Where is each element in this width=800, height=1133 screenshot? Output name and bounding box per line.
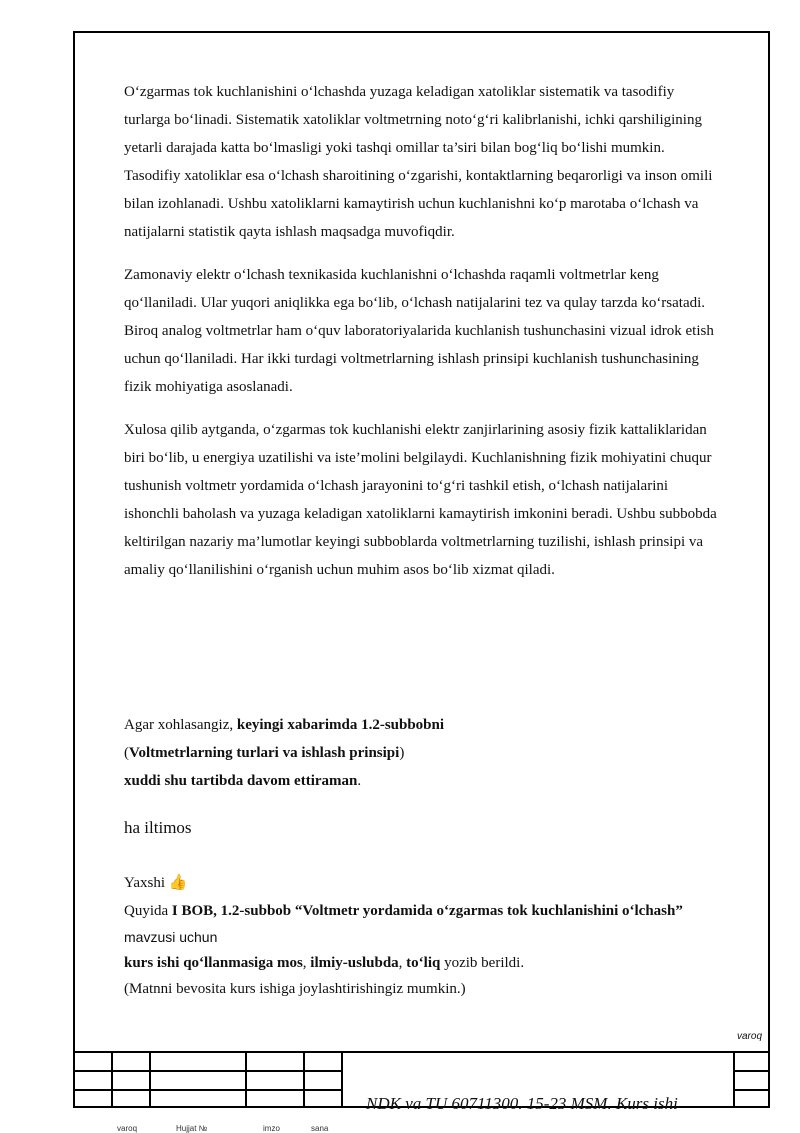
offer-bold-2: Voltmetrlarning turlari va ishlash prinsipi — [129, 745, 400, 761]
offer-line-3: xuddi shu tartibda davom ettiraman. — [124, 773, 362, 789]
stamp-varoq-corner: varoq — [737, 1031, 763, 1042]
paragraph-conclusion: Xulosa qilib aytganda, o‘zgarmas tok kuchlanishi elektr zanjirlarining asosiy fizik kattaliklaridan biri bo‘lib, u energiya uzatilishi va iste’molini belgilaydi. Kuchlanishning fizik mohiyatini chuqur tushunish voltmetr yordamida o‘lchash jarayonini to‘g‘ri tashkil etish, o‘lchash natijalarini ishonchli baholash va yuzaga keladigan xatoliklarni kamaytirish imkonini beradi. Ushbu subbobda keltirilgan nazariy ma’lumotlar keyingi subboblarda voltmetrlarning tuzilishi, ishlash prinsipi va amaliy qo‘llanilishini o‘rganish uchun muhim asos bo‘lib xizmat qiladi. — [124, 422, 717, 578]
quyida-line-2: mavzusi uchun — [124, 929, 218, 945]
title-block-stamp — [73, 1051, 770, 1113]
reply-text: ha iltimos — [124, 818, 192, 837]
quyida-block — [124, 898, 764, 1002]
paragraph-errors: O‘zgarmas tok kuchlanishini o‘lchashda yuzaga keladigan xatoliklar sistematik va tasodifiy turlarga bo‘linadi. Sistematik xatoliklar voltmetrning noto‘g‘ri kalibrlanishi, ichki qarshiligining yetarli darajada katta bo‘lmasligi yoki tashqi omillar ta’siri bilan bog‘liq bo‘lishi mumkin. Tasodifiy xatoliklar esa o‘lchash sharoitining o‘zgarishi, kontaktlarning beqarorligi va inson omili bilan izohlanadi. Ushbu xatoliklarni kamaytirish uchun kuchlanishni ko‘p marotaba o‘lchash va natijalarni statistik qayta ishlash maqsadga muvofiqdir. — [124, 84, 713, 240]
stamp-line — [733, 1051, 735, 1108]
stamp-label-imzo: imzo — [263, 1124, 280, 1133]
stamp-line — [73, 1070, 341, 1072]
stamp-label-hujjat: Hujjat № — [176, 1124, 208, 1133]
stamp-line — [341, 1051, 343, 1108]
offer-line-2: (Voltmetrlarning turlari va ishlash prinsipi) — [124, 745, 405, 761]
yaxshi-line: Yaxshi 👍 — [124, 875, 188, 891]
stamp-line — [245, 1051, 247, 1108]
quyida-line-1: Quyida I BOB, 1.2-subbob “Voltmetr yordamida o‘zgarmas tok kuchlanishini o‘lchash” — [124, 903, 683, 919]
stamp-line — [303, 1051, 305, 1108]
offer-bold-1: keyingi xabarimda 1.2-subbobni — [236, 717, 445, 733]
quyida-line-4: (Matnni bevosita kurs ishiga joylashtirishingiz mumkin.) — [124, 981, 466, 997]
stamp-label-varoq: varoq — [117, 1124, 138, 1133]
stamp-label-sana: sana — [311, 1124, 329, 1133]
offer-line-1: Agar xohlasangiz, keyingi xabarimda 1.2-subbobni — [124, 717, 445, 733]
stamp-line — [733, 1070, 770, 1072]
stamp-line — [73, 1089, 341, 1091]
stamp-title: NDK va TU 60711300. 15-23 MSM. Kurs ishi — [366, 1094, 678, 1113]
quyida-line-3: kurs ishi qo‘llanmasiga mos, ilmiy-uslubda, to‘liq yozib berildi. — [124, 955, 525, 971]
offer-bold-3: xuddi shu tartibda davom ettiraman — [124, 773, 358, 789]
stamp-line — [111, 1051, 113, 1108]
paragraph-digital-voltmeters: Zamonaviy elektr o‘lchash texnikasida kuchlanishni o‘lchashda raqamli voltmetrlar keng qo‘llaniladi. Ular yuqori aniqlikka ega bo‘lib, o‘lchash natijalarini tez va qulay tarzda ko‘rsatadi. Biroq analog voltmetrlar ham o‘quv laboratoriyalarida kuchlanish tushunchasini vizual idrok etish uchun qo‘llaniladi. Har ikki turdagi voltmetrlarning ishlash prinsipi kuchlanish tushunchasining fizik mohiyatiga asoslanadi. — [124, 267, 714, 395]
body-text — [124, 78, 724, 599]
stamp-line — [149, 1051, 151, 1108]
stamp-line — [733, 1089, 770, 1091]
stamp-line — [73, 1051, 770, 1053]
